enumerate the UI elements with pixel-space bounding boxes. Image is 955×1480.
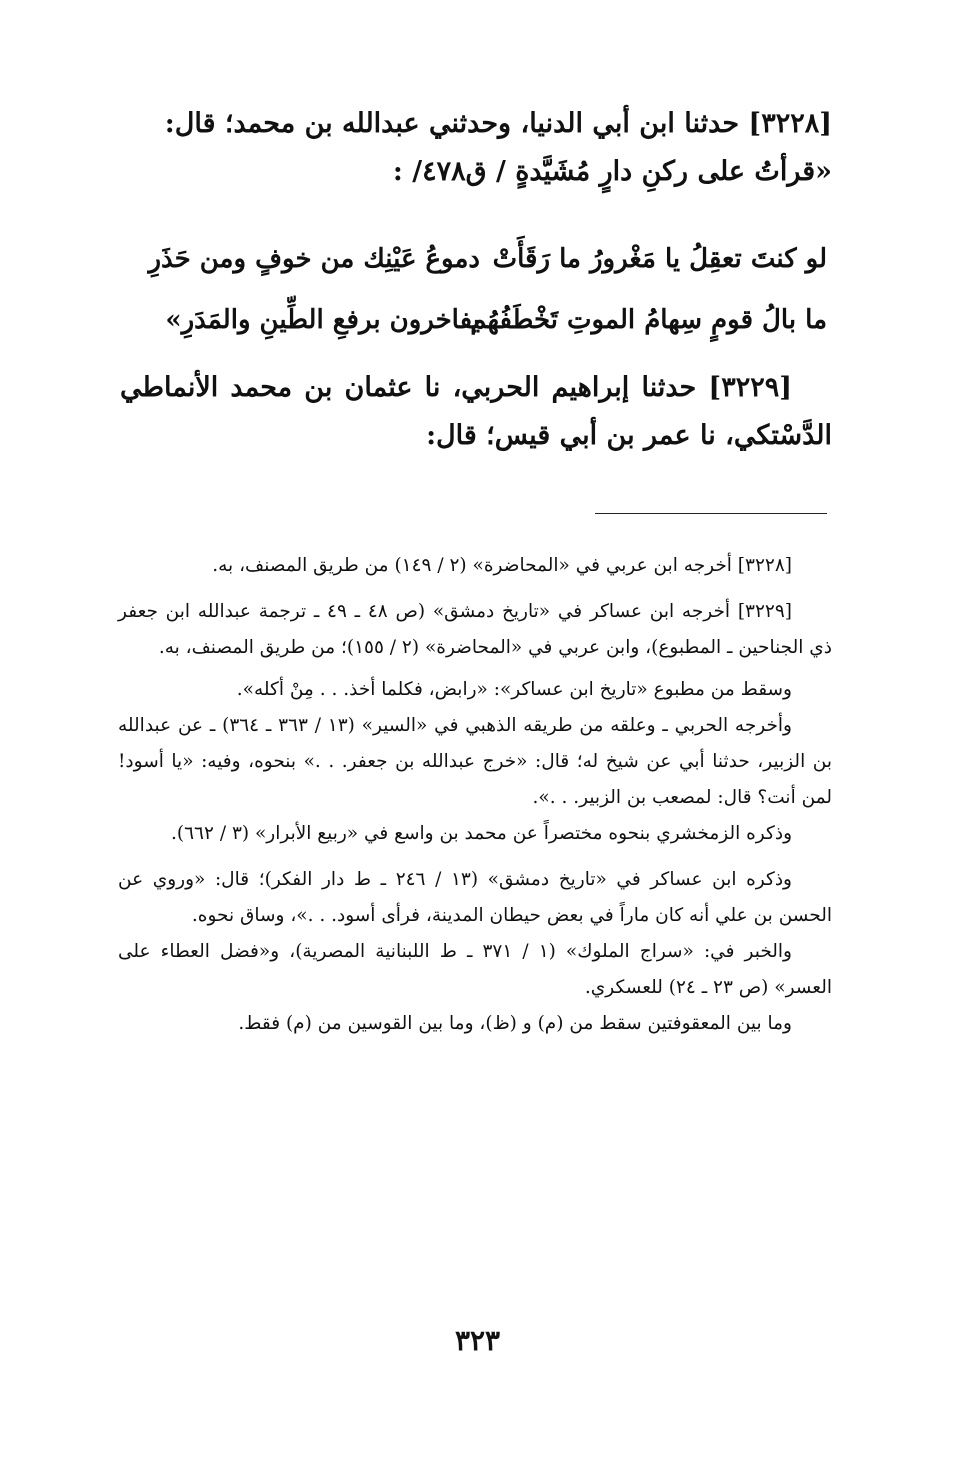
footnote-separator bbox=[595, 513, 827, 514]
footnote-note-1: وسقط من مطبوع «تاريخ ابن عساكر»: «رابض، فكلما أخذ. . . مِنْ أكله». bbox=[236, 679, 792, 700]
paragraph-3228-line-2: «قرأتُ على ركنِ دارٍ مُشَيَّدةٍ / ق٤٧٨/ : bbox=[392, 156, 832, 187]
footnote-3228: [٣٢٢٨] أخرجه ابن عربي في «المحاضرة» (٢ / ١٤٩) من طريق المصنف، به. bbox=[212, 555, 792, 576]
footnote-note-6: وما بين المعقوفتين سقط من (م) و (ظ)، وما بين القوسين من (م) فقط. bbox=[238, 1013, 792, 1034]
verse-2-first-hemistich: ما بالُ قومٍ سِهامُ الموتِ تَخْطَفُهُم bbox=[470, 305, 827, 335]
footnote-3229: [٣٢٢٩] أخرجه ابن عساكر في «تاريخ دمشق» (ص ٤٨ ـ ٤٩ ـ ترجمة عبدالله ابن جعفر ذي الجناحين ـ المطبوع)، وابن عربي في «المحاضرة» (٢ / ١٥٥)؛ من طريق المصنف، به. bbox=[118, 601, 832, 658]
footnote-note-5: والخبر في: «سراج الملوك» (١ / ٣٧١ ـ ط اللبنانية المصرية)، و«فضل العطاء على العسر» (ص ٢٣ ـ ٢٤) للعسكري. bbox=[118, 941, 832, 998]
paragraph-3228 bbox=[120, 100, 832, 196]
footnote-note-2: وأخرجه الحربي ـ وعلقه من طريقه الذهبي في «السير» (١٣ / ٣٦٣ ـ ٣٦٤) ـ عن عبدالله بن الزبير، حدثنا أبي عن شيخ له؛ قال: «خرج عبدالله بن جعفر. . .» بنحوه، وفيه: «يا أسود! لمن أنت؟ قال: لمصعب بن الزبير. . .». bbox=[118, 715, 832, 808]
paragraph-3229: [٣٢٢٩] حدثنا إبراهيم الحربي، نا عثمان بن محمد الأنماطي الدَّسْتكي، نا عمر بن أبي قيس؛ قال: bbox=[120, 372, 832, 451]
verse-2-second-hemistich: يفاخرون برفعِ الطِّينِ والمَدَرِ» bbox=[165, 305, 480, 335]
page-number: ٣٢٣ bbox=[454, 1324, 501, 1357]
footnote-note-3: وذكره الزمخشري بنحوه مختصراً عن محمد بن واسع في «ربيع الأبرار» (٣ / ٦٦٢). bbox=[171, 823, 792, 844]
footnote-note-4: وذكره ابن عساكر في «تاريخ دمشق» (١٣ / ٢٤٦ ـ ط دار الفكر)؛ قال: «وروي عن الحسن بن علي أنه كان ماراً في بعض حيطان المدينة، فرأى أسود. . .»، وساق نحوه. bbox=[118, 869, 832, 926]
footnotes bbox=[118, 548, 832, 1042]
verse-1-first-hemistich: لو كنتَ تعقِلُ يا مَغْرورُ ما رَقَأَتْ bbox=[492, 244, 827, 274]
verse-1-second-hemistich: دموعُ عَيْنِك من خوفٍ ومن حَذَرِ bbox=[148, 244, 480, 274]
paragraph-3228-line-1: [٣٢٢٨] حدثنا ابن أبي الدنيا، وحدثني عبدالله بن محمد؛ قال: bbox=[164, 108, 832, 139]
